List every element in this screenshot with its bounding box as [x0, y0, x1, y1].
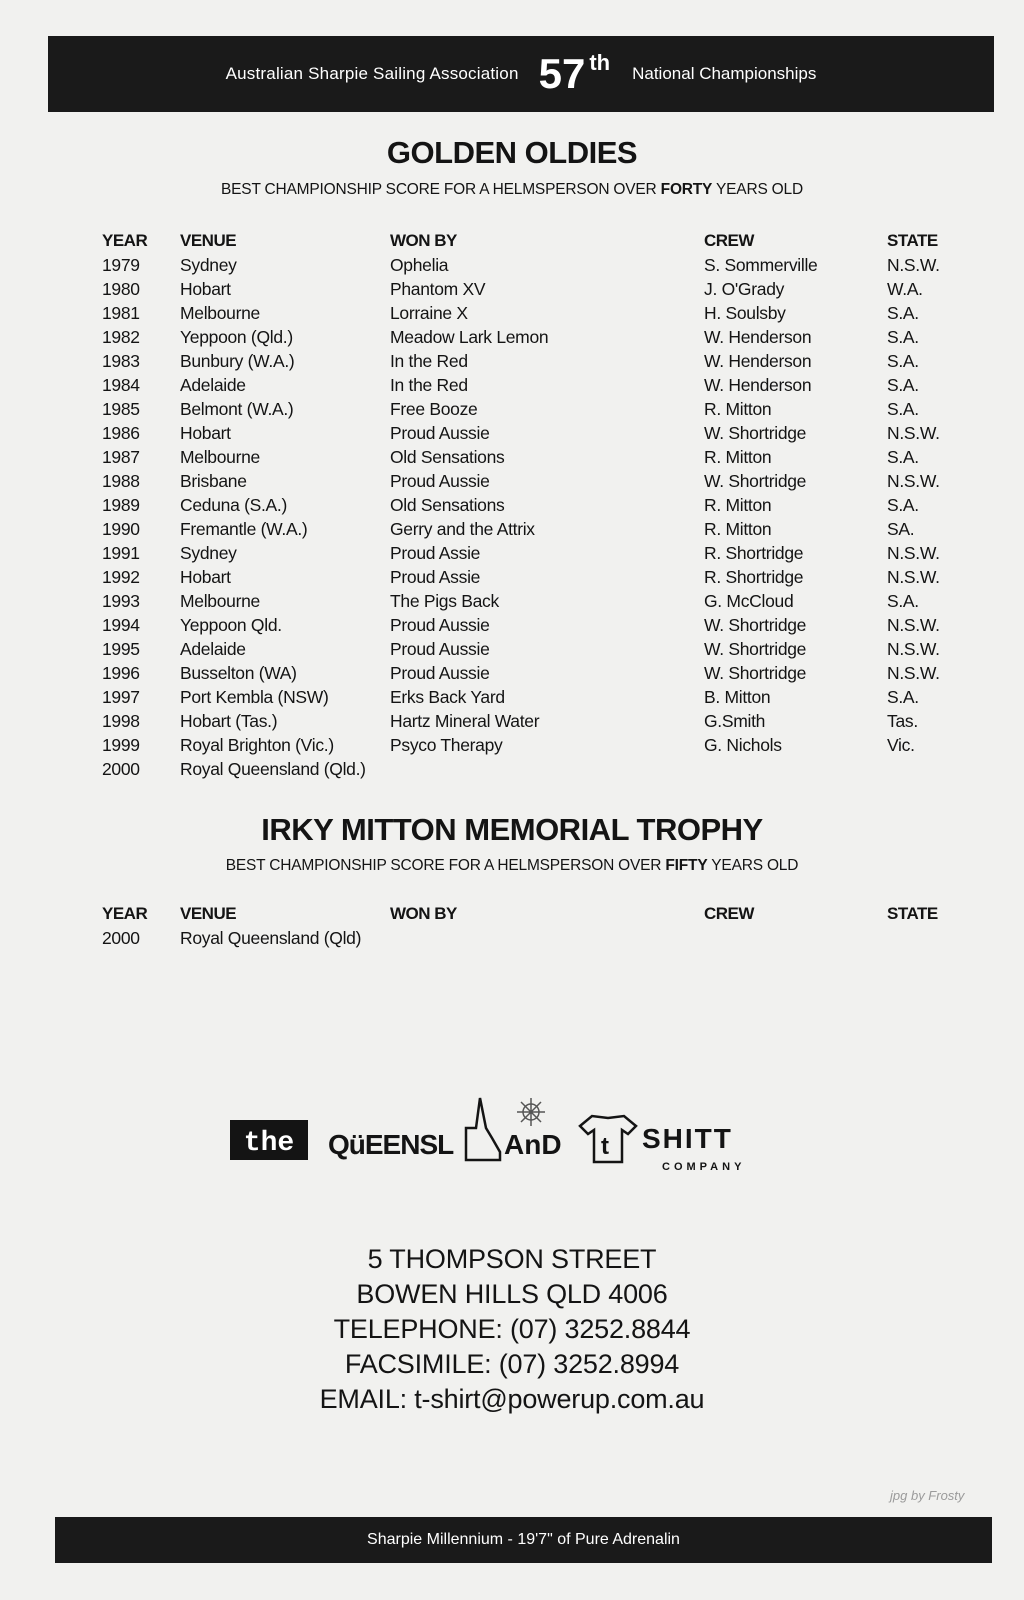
- cell-year: 1995: [102, 639, 140, 659]
- cell-venue: Bunbury (W.A.): [180, 351, 295, 371]
- facsimile: FACSIMILE: (07) 3252.8994: [344, 1349, 680, 1379]
- cell-venue: Hobart: [180, 279, 231, 299]
- table-row: [0, 928, 1024, 952]
- cell-crew: R. Mitton: [704, 399, 772, 419]
- subtitle-text: YEARS OLD: [707, 857, 799, 874]
- cell-won-by: In the Red: [390, 351, 468, 371]
- cell-state: Vic.: [887, 735, 915, 755]
- cell-venue: Yeppoon (Qld.): [180, 327, 293, 347]
- cell-crew: W. Shortridge: [704, 471, 807, 491]
- cell-crew: W. Shortridge: [704, 615, 807, 635]
- cell-won-by: Erks Back Yard: [390, 687, 505, 707]
- event-name: National Championships: [632, 64, 817, 83]
- cell-crew: R. Shortridge: [704, 567, 804, 587]
- table-row: [0, 759, 1024, 783]
- column-header-crew: CREW: [704, 231, 754, 250]
- cell-won-by: Old Sensations: [390, 447, 505, 467]
- table-row: [0, 615, 1024, 639]
- cell-year: 1996: [102, 663, 140, 683]
- subtitle-emphasis: FORTY: [660, 181, 713, 198]
- cell-won-by: Proud Assie: [390, 567, 481, 587]
- cell-won-by: Proud Assie: [390, 543, 481, 563]
- subtitle-emphasis: FIFTY: [665, 857, 708, 874]
- table-row: [0, 447, 1024, 471]
- top-banner: [48, 36, 994, 112]
- cell-state: S.A.: [887, 687, 919, 707]
- cell-won-by: In the Red: [390, 375, 468, 395]
- cell-crew: W. Shortridge: [704, 639, 807, 659]
- cell-year: 1986: [102, 423, 140, 443]
- cell-venue: Yeppoon Qld.: [180, 615, 282, 635]
- queensland-tshirt-company-logo: [230, 1090, 800, 1200]
- cell-state: S.A.: [887, 351, 919, 371]
- cell-crew: S. Sommerville: [704, 255, 818, 275]
- cell-venue: Adelaide: [180, 375, 246, 395]
- cell-crew: W. Henderson: [704, 327, 812, 347]
- cell-state: Tas.: [887, 711, 918, 731]
- cell-won-by: Free Booze: [390, 399, 478, 419]
- table-row: [0, 543, 1024, 567]
- column-header-state: STATE: [887, 231, 938, 250]
- cell-state: S.A.: [887, 303, 919, 323]
- cell-year: 1997: [102, 687, 140, 707]
- cell-year: 1988: [102, 471, 140, 491]
- svg-text:COMPANY: COMPANY: [662, 1161, 746, 1173]
- cell-crew: J. O'Grady: [704, 279, 785, 299]
- cell-won-by: Old Sensations: [390, 495, 505, 515]
- column-header-year: YEAR: [102, 231, 148, 250]
- cell-won-by: Gerry and the Attrix: [390, 519, 535, 539]
- cell-year: 1982: [102, 327, 140, 347]
- cell-won-by: Proud Aussie: [390, 639, 490, 659]
- cell-year: 1985: [102, 399, 140, 419]
- cell-won-by: Phantom XV: [390, 279, 486, 299]
- svg-text:AnD: AnD: [504, 1129, 562, 1160]
- svg-text:the: the: [243, 1128, 295, 1159]
- irky-mitton-table: [0, 904, 1024, 952]
- table-row: [0, 327, 1024, 351]
- cell-year: 1983: [102, 351, 140, 371]
- table-row: [0, 519, 1024, 543]
- cell-state: W.A.: [887, 279, 923, 299]
- column-header-state: STATE: [887, 904, 938, 923]
- cell-won-by: Meadow Lark Lemon: [390, 327, 549, 347]
- table-row: [0, 375, 1024, 399]
- cell-state: S.A.: [887, 375, 919, 395]
- cell-year: 1993: [102, 591, 140, 611]
- cell-venue: Busselton (WA): [180, 663, 297, 683]
- cell-crew: B. Mitton: [704, 687, 771, 707]
- cell-state: N.S.W.: [887, 423, 940, 443]
- table-row: [0, 663, 1024, 687]
- cell-venue: Belmont (W.A.): [180, 399, 294, 419]
- cell-state: S.A.: [887, 495, 919, 515]
- cell-venue: Hobart: [180, 423, 231, 443]
- cell-crew: G. McCloud: [704, 591, 794, 611]
- cell-year: 1992: [102, 567, 140, 587]
- bottom-banner: [55, 1517, 992, 1563]
- cell-venue: Sydney: [180, 255, 237, 275]
- irky-mitton-title: IRKY MITTON MEMORIAL TROPHY: [261, 812, 763, 847]
- golden-oldies-title: GOLDEN OLDIES: [386, 135, 638, 170]
- cell-state: S.A.: [887, 399, 919, 419]
- column-header-won-by: WON BY: [390, 904, 457, 923]
- cell-crew: H. Soulsby: [704, 303, 786, 323]
- cell-crew: W. Henderson: [704, 375, 812, 395]
- table-row: [0, 471, 1024, 495]
- svg-text:QüEENSL: QüEENSL: [328, 1129, 454, 1160]
- cell-crew: W. Shortridge: [704, 663, 807, 683]
- address-street: 5 THOMPSON STREET: [367, 1244, 657, 1274]
- table-row: [0, 255, 1024, 279]
- cell-state: N.S.W.: [887, 255, 940, 275]
- cell-won-by: Hartz Mineral Water: [390, 711, 540, 731]
- cell-year: 2000: [102, 759, 140, 779]
- cell-crew: R. Mitton: [704, 495, 772, 515]
- cell-year: 1999: [102, 735, 140, 755]
- cell-state: S.A.: [887, 447, 919, 467]
- cell-state: N.S.W.: [887, 471, 940, 491]
- column-header-year: YEAR: [102, 904, 148, 923]
- cell-state: S.A.: [887, 591, 919, 611]
- table-row: [0, 351, 1024, 375]
- cell-year: 1979: [102, 255, 140, 275]
- cell-crew: G. Nichols: [704, 735, 782, 755]
- cell-year: 1990: [102, 519, 140, 539]
- table-row: [0, 399, 1024, 423]
- column-header-won-by: WON BY: [390, 231, 457, 250]
- cell-state: SA.: [887, 519, 915, 539]
- subtitle-text: YEARS OLD: [712, 181, 803, 198]
- cell-venue: Melbourne: [180, 303, 260, 323]
- table-row: [0, 303, 1024, 327]
- cell-won-by: Ophelia: [390, 255, 449, 275]
- cell-venue: Hobart: [180, 567, 231, 587]
- cell-venue: Royal Brighton (Vic.): [180, 735, 334, 755]
- cell-won-by: Proud Aussie: [390, 423, 490, 443]
- cell-year: 1981: [102, 303, 140, 323]
- table-header: [0, 904, 1024, 928]
- subtitle-text: BEST CHAMPIONSHIP SCORE FOR A HELMSPERSON OVER: [225, 857, 666, 874]
- cell-year: 1987: [102, 447, 140, 467]
- cell-year: 2000: [102, 928, 140, 948]
- golden-oldies-subtitle: [0, 181, 1024, 199]
- table-row: [0, 591, 1024, 615]
- cell-won-by: Psyco Therapy: [390, 735, 503, 755]
- cell-venue: Melbourne: [180, 447, 260, 467]
- cell-state: N.S.W.: [887, 543, 940, 563]
- cell-venue: Ceduna (S.A.): [180, 495, 287, 515]
- table-row: [0, 279, 1024, 303]
- cell-venue: Adelaide: [180, 639, 246, 659]
- cell-venue: Fremantle (W.A.): [180, 519, 308, 539]
- cell-year: 1994: [102, 615, 140, 635]
- table-row: [0, 735, 1024, 759]
- table-row: [0, 639, 1024, 663]
- cell-state: N.S.W.: [887, 615, 940, 635]
- cell-crew: W. Henderson: [704, 351, 812, 371]
- cell-year: 1980: [102, 279, 140, 299]
- cell-year: 1991: [102, 543, 140, 563]
- cell-crew: G.Smith: [704, 711, 766, 731]
- cell-won-by: Lorraine X: [390, 303, 468, 323]
- telephone: TELEPHONE: (07) 3252.8844: [333, 1314, 691, 1344]
- cell-year: 1989: [102, 495, 140, 515]
- cell-venue: Sydney: [180, 543, 237, 563]
- cell-year: 1998: [102, 711, 140, 731]
- cell-state: N.S.W.: [887, 639, 940, 659]
- cell-state: S.A.: [887, 327, 919, 347]
- irky-mitton-subtitle: [0, 857, 1024, 875]
- column-header-venue: VENUE: [180, 231, 237, 250]
- table-row: [0, 687, 1024, 711]
- cell-won-by: The Pigs Back: [390, 591, 499, 611]
- cell-won-by: Proud Aussie: [390, 471, 490, 491]
- table-header: [0, 231, 1024, 255]
- column-header-crew: CREW: [704, 904, 754, 923]
- table-row: [0, 567, 1024, 591]
- cell-crew: W. Shortridge: [704, 423, 807, 443]
- edition-suffix: th: [589, 50, 611, 75]
- edition-number: 57: [538, 50, 586, 97]
- address-suburb: BOWEN HILLS QLD 4006: [356, 1279, 668, 1309]
- svg-text:SHITT: SHITT: [642, 1123, 733, 1154]
- table-row: [0, 711, 1024, 735]
- cell-state: N.S.W.: [887, 663, 940, 683]
- sponsor-address-block: [0, 1242, 1024, 1417]
- golden-oldies-table: [0, 231, 1024, 783]
- cell-crew: R. Mitton: [704, 447, 772, 467]
- organisation-name: Australian Sharpie Sailing Association: [225, 64, 519, 83]
- cell-venue: Port Kembla (NSW): [180, 687, 329, 707]
- subtitle-text: BEST CHAMPIONSHIP SCORE FOR A HELMSPERSON OVER: [221, 181, 661, 198]
- table-row: [0, 423, 1024, 447]
- table-row: [0, 495, 1024, 519]
- cell-won-by: Proud Aussie: [390, 615, 490, 635]
- cell-state: N.S.W.: [887, 567, 940, 587]
- cell-year: 1984: [102, 375, 140, 395]
- cell-won-by: Proud Aussie: [390, 663, 490, 683]
- cell-venue: Brisbane: [180, 471, 247, 491]
- column-header-venue: VENUE: [180, 904, 237, 923]
- email: EMAIL: t-shirt@powerup.com.au: [319, 1384, 705, 1414]
- svg-text:t: t: [601, 1133, 609, 1160]
- cell-venue: Melbourne: [180, 591, 260, 611]
- cell-venue: Royal Queensland (Qld): [180, 928, 362, 948]
- footer-tagline: Sharpie Millennium - 19'7" of Pure Adrenalin: [367, 1531, 680, 1548]
- cell-venue: Royal Queensland (Qld.): [180, 759, 366, 779]
- cell-venue: Hobart (Tas.): [180, 711, 278, 731]
- cell-crew: R. Mitton: [704, 519, 772, 539]
- photo-credit: jpg by Frosty: [890, 1488, 965, 1503]
- cell-crew: R. Shortridge: [704, 543, 804, 563]
